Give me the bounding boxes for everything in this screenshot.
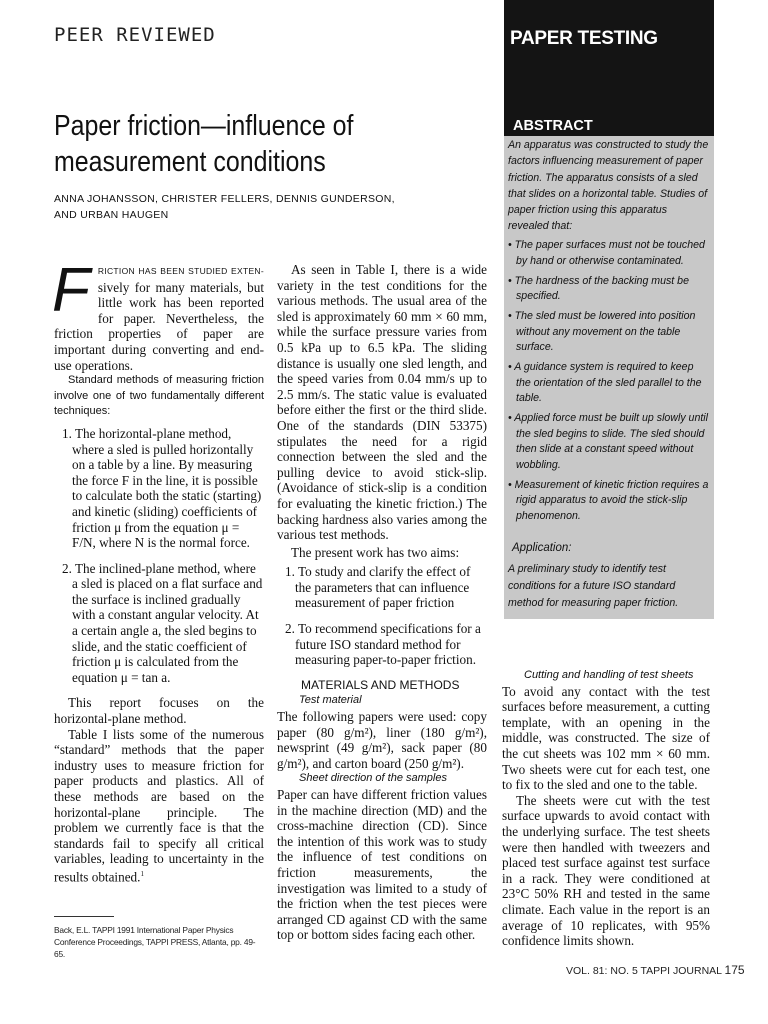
- footnote-divider: [54, 916, 114, 917]
- subsection-heading: Test material: [299, 694, 362, 707]
- intro-paragraph: [52, 256, 264, 373]
- paragraph: As seen in Table I, there is a wide variety in the test conditions for the various methods. The usual area of the sled is approximately 60 mm × 60 mm, while the surface pressure varies from 0.5 kPa up to 6.5 kPa. The sliding distance is usually one sled length, and the speed varies from 0.04 mm/s up to 2.5 mm/s. The static value is evaluated before either the first or the third slide. One of the standards (DIN 53375) stipulates the need for a rigid connection between the sled and the pulling device to avoid stick-slip. (Avoidance of stick-slip is a condition for evaluating the kinetic friction.) The backing hardness also varies among the various test methods.: [277, 262, 487, 543]
- paragraph: The present work has two aims:: [291, 544, 460, 560]
- page-footer: [566, 963, 745, 977]
- aim-item: 2. To recommend specifications for a future ISO standard method for measuring paper-to-paper friction.: [285, 621, 481, 668]
- journal-info: VOL. 81: NO. 5 TAPPI JOURNAL: [566, 965, 722, 977]
- paragraph: Paper can have different friction values in the machine direction (MD) and the cross-machine direction (CD). Since the intention of this work was to study the influence of test conditions on friction measurements, the investigation was limited to a study of the friction when the test pieces were arranged CD against CD with the same top or bottom sides facing each other.: [277, 787, 487, 943]
- application-heading: Application:: [512, 542, 572, 554]
- footnote: Back, E.L. TAPPI 1991 International Paper Physics Conference Proceedings, TAPPI PRESS, Atlanta, pp. 49-65.: [54, 925, 256, 959]
- paragraph: This report focuses on the horizontal-plane method.: [54, 695, 264, 727]
- method-item: 2. The inclined-plane method, where a sled is placed on a flat surface and the surface is inclined gradually with a constant angular velocity. At a certain angle a, the sled begins to slide, and the static coefficient of friction μ is calculated from the equation μ = tan a.: [62, 560, 263, 685]
- body-column-3: [502, 668, 710, 949]
- paragraph: [54, 727, 264, 885]
- abstract-intro: An apparatus was constructed to study the factors influencing measurement of paper friction. The apparatus consists of a sled that slides on a horizontal table. Studies of paper friction using this apparatus revealed that:: [508, 139, 709, 233]
- footnote-ref: 1: [140, 869, 144, 878]
- peer-reviewed-label: PEER REVIEWED: [54, 24, 216, 46]
- paragraph: To avoid any contact with the test surfaces before measurement, a cutting template, with an opening in the middle, was constructed. The size of the cut sheets was 102 mm × 60 mm. Two sheets were cut for each test, one to fix to the sled and one to the table.: [502, 683, 710, 793]
- article-title: Paper friction—influence of measurement conditions: [54, 110, 354, 178]
- abstract-finding: • A guidance system is required to keep the orientation of the sled parallel to the table.: [508, 361, 702, 404]
- lead-in: RICTION HAS BEEN STUDIED EXTEN-: [97, 266, 264, 276]
- abstract-finding: • The hardness of the backing must be specified.: [508, 274, 689, 302]
- aim-item: 1. To study and clarify the effect of the parameters that can influence measurement of paper friction: [285, 564, 471, 611]
- paragraph: Standard methods of measuring friction involve one of two fundamentally different techniques:: [54, 374, 264, 418]
- abstract-finding: • Measurement of kinetic friction requires a rigid apparatus to avoid the stick-slip phenomenon.: [508, 478, 709, 522]
- paragraph: The following papers were used: copy paper (80 g/m²), liner (180 g/m²), newsprint (49 g/m²), sack paper (80 g/m²), and carton board (250 g/m²).: [277, 709, 487, 771]
- paragraph-text: Table I lists some of the numerous “standard” methods that the paper industry uses to measure friction for paper products and plastics. All of these methods are based on the horizontal-plane principle. The problem we currently face is that the standards fail to specify all critical variables, leading to uncertainty in the results obtained.: [54, 726, 264, 885]
- authors-line: ANNA JOHANSSON, CHRISTER FELLERS, DENNIS GUNDERSON,: [54, 193, 395, 205]
- section-label: PAPER TESTING: [510, 28, 658, 49]
- section-heading: MATERIALS AND METHODS: [301, 677, 460, 692]
- abstract-findings: [508, 238, 710, 529]
- article-authors: [54, 191, 494, 223]
- abstract-finding: • Applied force must be built up slowly until the sled begins to slide. The sled should then slide at a constant speed without wobbling.: [508, 412, 708, 471]
- abstract-finding: • The paper surfaces must not be touched by hand or otherwise contaminated.: [508, 239, 705, 267]
- paragraph-text: sively for many materials, but little work has been reported for paper. Nevertheless, the friction properties of paper are important during converting and end-use operations.: [54, 279, 264, 373]
- drop-cap: F: [52, 256, 90, 325]
- body-column-2: [277, 262, 487, 943]
- abstract-finding: • The sled must be lowered into position without any movement on the table surface.: [508, 310, 696, 353]
- method-item: 1. The horizontal-plane method, where a sled is pulled horizontally on a table by a line. By measuring the force F in the line, it is possible to calculate both the static (starting) and kinetic (sliding) coefficients of friction μ from the equation μ = F/N, where N is the normal force.: [62, 425, 262, 551]
- application-text: A preliminary study to identify test conditions for a future ISO standard method for measuring paper friction.: [508, 563, 679, 609]
- body-column-1: [52, 256, 264, 885]
- sidebar-header-panel: [504, 0, 714, 136]
- abstract-heading: ABSTRACT: [513, 118, 593, 134]
- subsection-heading: Cutting and handling of test sheets: [524, 669, 694, 681]
- authors-line: AND URBAN HAUGEN: [54, 209, 169, 221]
- subsection-heading: Sheet direction of the samples: [299, 772, 447, 785]
- paragraph: The sheets were cut with the test surface upwards to avoid contact with the underlying surface. The test sheets were then handled with tweezers and placed test surface against test surface in a rack. They were conditioned at 23°C 50% RH and tested in the same climate. Each value in the report is an average of 10 replicates, with 95% confidence limits shown.: [502, 792, 710, 949]
- aims-list: [277, 564, 487, 668]
- page-number: 175: [724, 963, 745, 977]
- method-list: [54, 426, 264, 686]
